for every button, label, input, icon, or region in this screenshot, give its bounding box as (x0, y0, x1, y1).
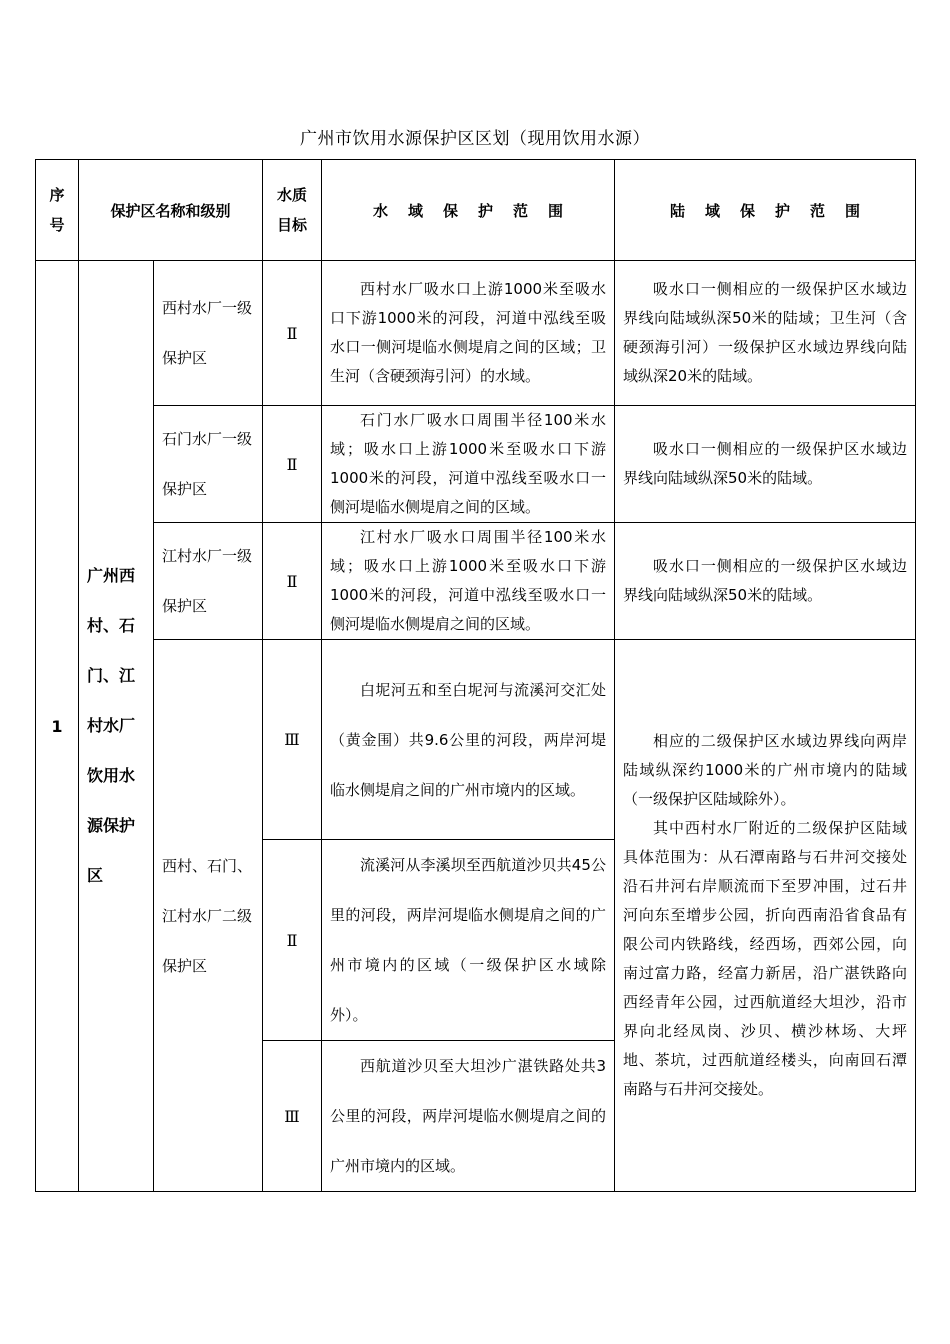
header-seq: 序号 (36, 160, 79, 261)
zone-name: 江村水厂一级保护区 (154, 523, 263, 640)
table-row (36, 523, 916, 640)
table-row (36, 640, 916, 840)
table-header-row (36, 160, 916, 261)
water-scope-cell: 西村水厂吸水口上游1000米至吸水口下游1000米的河段，河道中泓线至吸水口一侧河堤临水侧堤肩之间的区域；卫生河（含硬颈海引河）的水域。 (322, 261, 615, 406)
water-scope-cell: 江村水厂吸水口周围半径100米水域；吸水口上游1000米至吸水口下游1000米的河段，河道中泓线至吸水口一侧河堤临水侧堤肩之间的区域。 (322, 523, 615, 640)
header-water-target: 水质目标 (263, 160, 322, 261)
table-row (36, 261, 916, 406)
zone-name: 西村、石门、江村水厂二级保护区 (154, 640, 263, 1192)
water-scope-cell: 西航道沙贝至大坦沙广湛铁路处共3公里的河段，两岸河堤临水侧堤肩之间的广州市境内的区域。 (322, 1041, 615, 1192)
water-scope-cell: 流溪河从李溪坝至西航道沙贝共45公里的河段，两岸河堤临水侧堤肩之间的广州市境内的区域（一级保护区水域除外）。 (322, 840, 615, 1041)
land-scope-cell: 吸水口一侧相应的一级保护区水域边界线向陆域纵深50米的陆域。 (615, 406, 916, 523)
protection-zone-table (35, 159, 916, 1192)
zone-grade: Ⅱ (263, 406, 322, 523)
zone-grade: Ⅱ (263, 261, 322, 406)
header-name-level: 保护区名称和级别 (79, 160, 263, 261)
zone-name: 石门水厂一级保护区 (154, 406, 263, 523)
land-scope-cell (615, 640, 916, 1192)
zone-grade: Ⅱ (263, 840, 322, 1041)
land-scope-cell: 吸水口一侧相应的一级保护区水域边界线向陆域纵深50米的陆域。 (615, 523, 916, 640)
group-name: 广州西村、石门、江村水厂饮用水源保护区 (79, 261, 154, 1192)
land-scope-para-1: 相应的二级保护区水域边界线向两岸陆域纵深约1000米的广州市境内的陆域（一级保护区陆域除外）。 (623, 732, 908, 808)
land-scope-cell: 吸水口一侧相应的一级保护区水域边界线向陆域纵深50米的陆域；卫生河（含硬颈海引河）一级保护区水域边界线向陆域纵深20米的陆域。 (615, 261, 916, 406)
land-scope-para-2: 其中西村水厂附近的二级保护区陆域具体范围为：从石潭南路与石井河交接处沿石井河右岸顺流而下至罗冲围，过石井河向东至增步公园，折向西南沿省食品有限公司内铁路线，经西场，西郊公园，向南过富力路，经富力新居，沿广湛铁路向西经青年公园，过西航道经大坦沙，沿市界向北经凤岗、沙贝、横沙林场、大坪地、茶坑，过西航道经楼头，向南回石潭南路与石井河交接处。 (623, 819, 908, 1098)
water-scope-cell: 白坭河五和至白坭河与流溪河交汇处（黄金围）共9.6公里的河段，两岸河堤临水侧堤肩之间的广州市境内的区域。 (322, 640, 615, 840)
zone-grade: Ⅲ (263, 1041, 322, 1192)
header-land-scope: 陆域保护范围 (615, 160, 916, 261)
water-scope-cell: 石门水厂吸水口周围半径100米水域；吸水口上游1000米至吸水口下游1000米的河段，河道中泓线至吸水口一侧河堤临水侧堤肩之间的区域。 (322, 406, 615, 523)
table-row (36, 406, 916, 523)
zone-grade: Ⅱ (263, 523, 322, 640)
document-title: 广州市饮用水源保护区区划（现用饮用水源） (300, 129, 650, 149)
zone-grade: Ⅲ (263, 640, 322, 840)
row-seq: 1 (36, 261, 79, 1192)
zone-name: 西村水厂一级保护区 (154, 261, 263, 406)
header-water-scope: 水域保护范围 (322, 160, 615, 261)
